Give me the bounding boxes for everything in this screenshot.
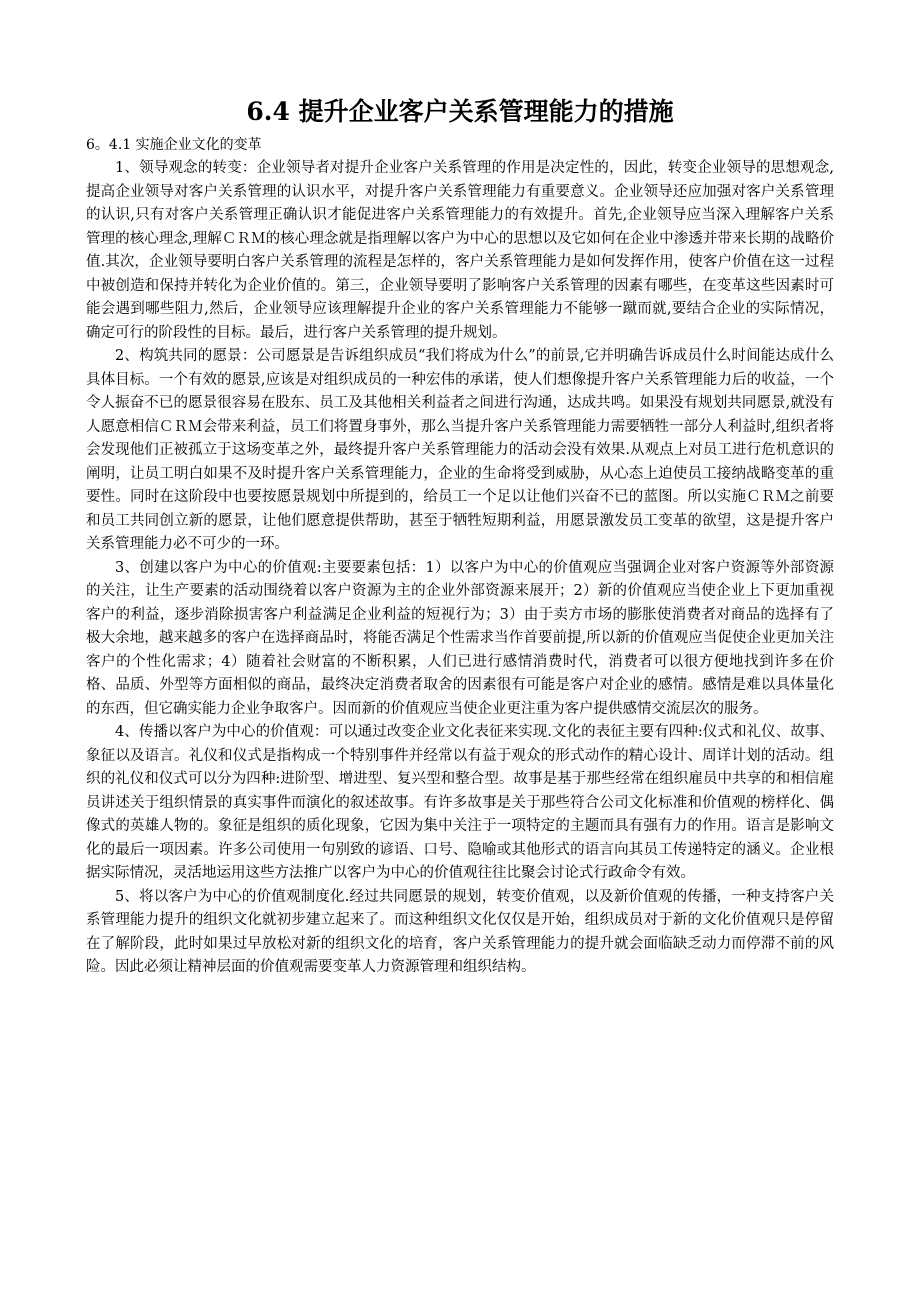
paragraph-leadership-concept: 1、领导观念的转变：企业领导者对提升企业客户关系管理的作用是决定性的，因此，转变企业领导的思想观念,提高企业领导对客户关系管理的认识水平，对提升客户关系管理能力有重要意义。企业领导还应加强对客户关系管理的认识,只有对客户关系管理正确认识才能促进客户关系管理能力的有效提升。首先,企业领导应当深入理解客户关系管理的核心理念,理解ＣＲＭ的核心理念就是指理解以客户为中心的思想以及它如何在企业中渗透并带来长期的战略价值.其次，企业领导要明白客户关系管理的流程是怎样的，客户关系管理能力是如何发挥作用，使客户价值在这一过程中被创造和保持并转化为企业价值的。第三，企业领导要明了影响客户关系管理的因素有哪些，在变革这些因素时可能会遇到哪些阻力,然后，企业领导应该理解提升企业的客户关系管理能力不能够一蹴而就,要结合企业的实际情况，确定可行的阶段性的目标。最后，进行客户关系管理的提升规划。 — [86, 160, 834, 341]
paragraph-institutionalizing-values: 5、将以客户为中心的价值观制度化.经过共同愿景的规划，转变价值观，以及新价值观的传播，一种支持客户关系管理能力提升的组织文化就初步建立起来了。而这种组织文化仅仅是开始，组织成员对于新的文化价值观只是停留在了解阶段，此时如果过早放松对新的组织文化的培育，客户关系管理能力的提升就会面临缺乏动力而停滞不前的风险。因此必须让精神层面的价值观需要变革人力资源管理和组织结构。 — [86, 888, 834, 976]
paragraph-spreading-values: 4、传播以客户为中心的价值观：可以通过改变企业文化表征来实现.文化的表征主要有四种:仪式和礼仪、故事、象征以及语言。礼仪和仪式是指构成一个特别事件并经常以有益于观众的形式动作的精心设计、周详计划的活动。组织的礼仪和仪式可以分为四种:进阶型、增进型、复兴型和整合型。故事是基于那些经常在组织雇员中共享的和相信雇员讲述关于组织情景的真实事件而演化的叙述故事。有许多故事是关于那些符合公司文化标准和价值观的榜样化、偶像式的英雄人物的。象征是组织的质化现象，它因为集中关注于一项特定的主题而具有强有力的作用。语言是影响文化的最后一项因素。许多公司使用一句别致的谚语、口号、隐喻或其他形式的语言向其员工传递特定的涵义。企业根据实际情况，灵活地运用这些方法推广以客户为中心的价值观往往比聚会讨论式行政命令有效。 — [86, 724, 834, 882]
section-heading: 6。4.1 实施企业文化的变革 — [86, 137, 262, 153]
paragraph-customer-centric-values: 3、创建以客户为中心的价值观:主要要素包括：1）以客户为中心的价值观应当强调企业对客户资源等外部资源的关注，让生产要素的活动围绕着以客户资源为主的企业外部资源来展开；2）新的价值观应当使企业上下更加重视客户的利益，逐步消除损害客户利益满足企业利益的短视行为；3）由于卖方市场的膨胀使消费者对商品的选择有了极大余地，越来越多的客户在选择商品时，将能否满足个性需求当作首要前提,所以新的价值观应当促使企业更加关注客户的个性化需求；4）随着社会财富的不断积累，人们已进行感情消费时代，消费者可以很方便地找到许多在价格、品质、外型等方面相似的商品，最终决定消费者取舍的因素很有可能是客户对企业的感情。感情是难以具体量化的东西，但它确实能力企业争取客户。因而新的价值观应当使企业更注重为客户提供感情交流层次的服务。 — [86, 559, 834, 717]
document-title: 6.4 提升企业客户关系管理能力的措施 — [246, 97, 674, 126]
document-page — [86, 92, 834, 980]
paragraph-shared-vision: 2、构筑共同的愿景：公司愿景是告诉组织成员“我们将成为什么”的前景,它并明确告诉成员什么时间能达成什么具体目标。一个有效的愿景,应该是对组织成员的一种宏伟的承诺，使人们想像提升客户关系管理能力后的收益，一个令人振奋不已的愿景很容易在股东、员工及其他相关利益者之间进行沟通，达成共鸣。如果没有规划共同愿景,就没有人愿意相信ＣＲＭ会带来利益，员工们将置身事外，那么当提升客户关系管理能力需要牺牲一部分人利益时,组织者将会发现他们正被孤立于这场变革之外，最终提升客户关系管理能力的活动会没有效果.从观点上对员工进行危机意识的阐明，让员工明白如果不及时提升客户关系管理能力，企业的生命将受到威胁，从心态上迫使员工接纳战略变革的重要性。同时在这阶段中也要按愿景规划中所提到的，给员工一个足以让他们兴奋不已的蓝图。所以实施ＣＲＭ之前要和员工共同创立新的愿景，让他们愿意提供帮助，甚至于牺牲短期利益，用愿景激发员工变革的欲望，这是提升客户关系管理能力必不可少的一环。 — [86, 348, 834, 553]
